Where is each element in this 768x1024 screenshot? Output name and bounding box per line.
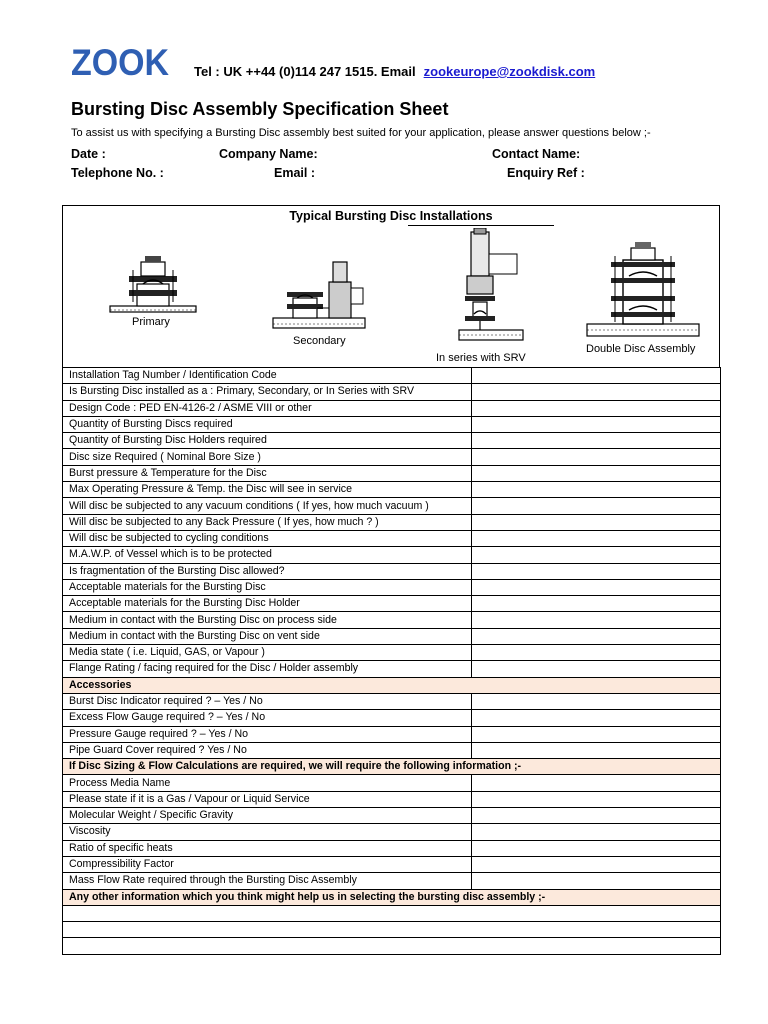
email-label: Email : xyxy=(274,166,315,180)
question-row xyxy=(63,416,721,432)
question-row xyxy=(63,433,721,449)
email-link[interactable]: zookeurope@zookdisk.com xyxy=(423,64,596,79)
question-label: Process Media Name xyxy=(63,775,472,791)
answer-cell[interactable] xyxy=(472,693,721,709)
question-label: Ratio of specific heats xyxy=(63,840,472,856)
question-row xyxy=(63,840,721,856)
question-label: Medium in contact with the Bursting Disc on vent side xyxy=(63,628,472,644)
question-row xyxy=(63,808,721,824)
answer-cell[interactable] xyxy=(472,791,721,807)
logo-text: ZOOK xyxy=(71,44,170,78)
enquiry-ref-label: Enquiry Ref : xyxy=(507,166,585,180)
company-name-label: Company Name: xyxy=(219,147,318,161)
question-row xyxy=(63,856,721,872)
question-label: Medium in contact with the Bursting Disc on process side xyxy=(63,612,472,628)
question-row xyxy=(63,547,721,563)
answer-cell[interactable] xyxy=(472,710,721,726)
question-label: Viscosity xyxy=(63,824,472,840)
answer-cell[interactable] xyxy=(472,498,721,514)
answer-cell[interactable] xyxy=(472,596,721,612)
question-row xyxy=(63,465,721,481)
question-label: Burst Disc Indicator required ? – Yes / No xyxy=(63,693,472,709)
question-label: Will disc be subjected to any Back Pressure ( If yes, how much ? ) xyxy=(63,514,472,530)
question-label: Is fragmentation of the Bursting Disc allowed? xyxy=(63,563,472,579)
answer-cell[interactable] xyxy=(472,368,721,384)
question-row xyxy=(63,791,721,807)
answer-cell[interactable] xyxy=(472,384,721,400)
primary-caption: Primary xyxy=(132,316,170,328)
question-row xyxy=(63,742,721,758)
question-row xyxy=(63,775,721,791)
primary-installation-drawing xyxy=(107,254,199,316)
contact-name-label: Contact Name: xyxy=(492,147,581,161)
question-row xyxy=(63,628,721,644)
answer-cell[interactable] xyxy=(472,449,721,465)
question-label: Please state if it is a Gas / Vapour or Liquid Service xyxy=(63,791,472,807)
answer-cell[interactable] xyxy=(472,579,721,595)
question-row xyxy=(63,482,721,498)
section-header-row xyxy=(63,677,721,693)
answer-cell[interactable] xyxy=(472,742,721,758)
double-disc-caption: Double Disc Assembly xyxy=(586,343,696,355)
question-label: Quantity of Bursting Disc Holders required xyxy=(63,433,472,449)
section-header-row xyxy=(63,759,721,775)
series-caption: In series with SRV xyxy=(436,352,526,364)
question-row xyxy=(63,498,721,514)
question-row xyxy=(63,514,721,530)
free-text-answer-cell[interactable] xyxy=(63,938,721,954)
answer-cell[interactable] xyxy=(472,547,721,563)
page-title: Bursting Disc Assembly Specification Sheet xyxy=(71,99,449,119)
intro-text: To assist us with specifying a Bursting Disc assembly best suited for your application, please answer questions below ;- xyxy=(71,127,651,139)
question-row xyxy=(63,710,721,726)
answer-cell[interactable] xyxy=(472,808,721,824)
question-label: Max Operating Pressure & Temp. the Disc will see in service xyxy=(63,482,472,498)
answer-cell[interactable] xyxy=(472,530,721,546)
section-header-label: If Disc Sizing & Flow Calculations are required, we will require the following information ;- xyxy=(63,759,721,775)
section-header-row xyxy=(63,889,721,905)
question-row xyxy=(63,530,721,546)
question-label: Will disc be subjected to cycling conditions xyxy=(63,530,472,546)
question-row xyxy=(63,400,721,416)
installations-title: Typical Bursting Disc Installations xyxy=(289,209,493,223)
question-label: Is Bursting Disc installed as a : Primary, Secondary, or In Series with SRV xyxy=(63,384,472,400)
question-label: Installation Tag Number / Identification Code xyxy=(63,368,472,384)
answer-cell[interactable] xyxy=(472,726,721,742)
answer-cell[interactable] xyxy=(472,465,721,481)
contact-text: Tel : UK ++44 (0)114 247 1515. Email xyxy=(194,64,416,79)
question-label: Pipe Guard Cover required ? Yes / No xyxy=(63,742,472,758)
specification-table xyxy=(62,367,721,955)
telephone-label: Telephone No. : xyxy=(71,166,164,180)
question-row xyxy=(63,579,721,595)
question-label: Flange Rating / facing required for the Disc / Holder assembly xyxy=(63,661,472,677)
question-row xyxy=(63,873,721,889)
question-row xyxy=(63,384,721,400)
question-label: Mass Flow Rate required through the Bursting Disc Assembly xyxy=(63,873,472,889)
question-row xyxy=(63,596,721,612)
question-row xyxy=(63,449,721,465)
answer-cell[interactable] xyxy=(472,856,721,872)
answer-cell[interactable] xyxy=(472,433,721,449)
question-label: Compressibility Factor xyxy=(63,856,472,872)
question-row xyxy=(63,726,721,742)
answer-cell[interactable] xyxy=(472,482,721,498)
question-label: Molecular Weight / Specific Gravity xyxy=(63,808,472,824)
question-label: Will disc be subjected to any vacuum conditions ( If yes, how much vacuum ) xyxy=(63,498,472,514)
question-label: Burst pressure & Temperature for the Disc xyxy=(63,465,472,481)
question-label: Pressure Gauge required ? – Yes / No xyxy=(63,726,472,742)
double-disc-installation-drawing xyxy=(583,242,703,340)
secondary-caption: Secondary xyxy=(293,335,346,347)
answer-cell[interactable] xyxy=(472,612,721,628)
question-row xyxy=(63,824,721,840)
question-label: Quantity of Bursting Discs required xyxy=(63,416,472,432)
question-row xyxy=(63,645,721,661)
question-label: Disc size Required ( Nominal Bore Size ) xyxy=(63,449,472,465)
free-text-answer-cell[interactable] xyxy=(63,905,721,921)
title-underline xyxy=(408,225,554,226)
question-label: Acceptable materials for the Bursting Disc xyxy=(63,579,472,595)
question-row xyxy=(63,661,721,677)
question-label: M.A.W.P. of Vessel which is to be protected xyxy=(63,547,472,563)
date-label: Date : xyxy=(71,147,106,161)
answer-cell[interactable] xyxy=(472,563,721,579)
blank-answer-row[interactable] xyxy=(63,938,721,954)
question-label: Acceptable materials for the Bursting Disc Holder xyxy=(63,596,472,612)
zook-logo xyxy=(71,44,171,78)
question-row xyxy=(63,563,721,579)
answer-cell[interactable] xyxy=(472,514,721,530)
answer-cell[interactable] xyxy=(472,628,721,644)
blank-answer-row[interactable] xyxy=(63,922,721,938)
answer-cell[interactable] xyxy=(472,873,721,889)
answer-cell[interactable] xyxy=(472,661,721,677)
answer-cell[interactable] xyxy=(472,645,721,661)
section-header-label: Accessories xyxy=(63,677,721,693)
answer-cell[interactable] xyxy=(472,416,721,432)
section-header-label: Any other information which you think might help us in selecting the bursting disc assembly ;- xyxy=(63,889,721,905)
free-text-answer-cell[interactable] xyxy=(63,922,721,938)
question-label: Excess Flow Gauge required ? – Yes / No xyxy=(63,710,472,726)
question-row xyxy=(63,612,721,628)
contact-line xyxy=(194,64,595,79)
question-row xyxy=(63,368,721,384)
secondary-installation-drawing xyxy=(271,258,367,332)
answer-cell[interactable] xyxy=(472,775,721,791)
answer-cell[interactable] xyxy=(472,824,721,840)
question-label: Design Code : PED EN-4126-2 / ASME VIII or other xyxy=(63,400,472,416)
blank-answer-row[interactable] xyxy=(63,905,721,921)
answer-cell[interactable] xyxy=(472,840,721,856)
question-row xyxy=(63,693,721,709)
installations-panel xyxy=(62,205,720,367)
question-label: Media state ( i.e. Liquid, GAS, or Vapour ) xyxy=(63,645,472,661)
series-installation-drawing xyxy=(457,228,527,348)
answer-cell[interactable] xyxy=(472,400,721,416)
